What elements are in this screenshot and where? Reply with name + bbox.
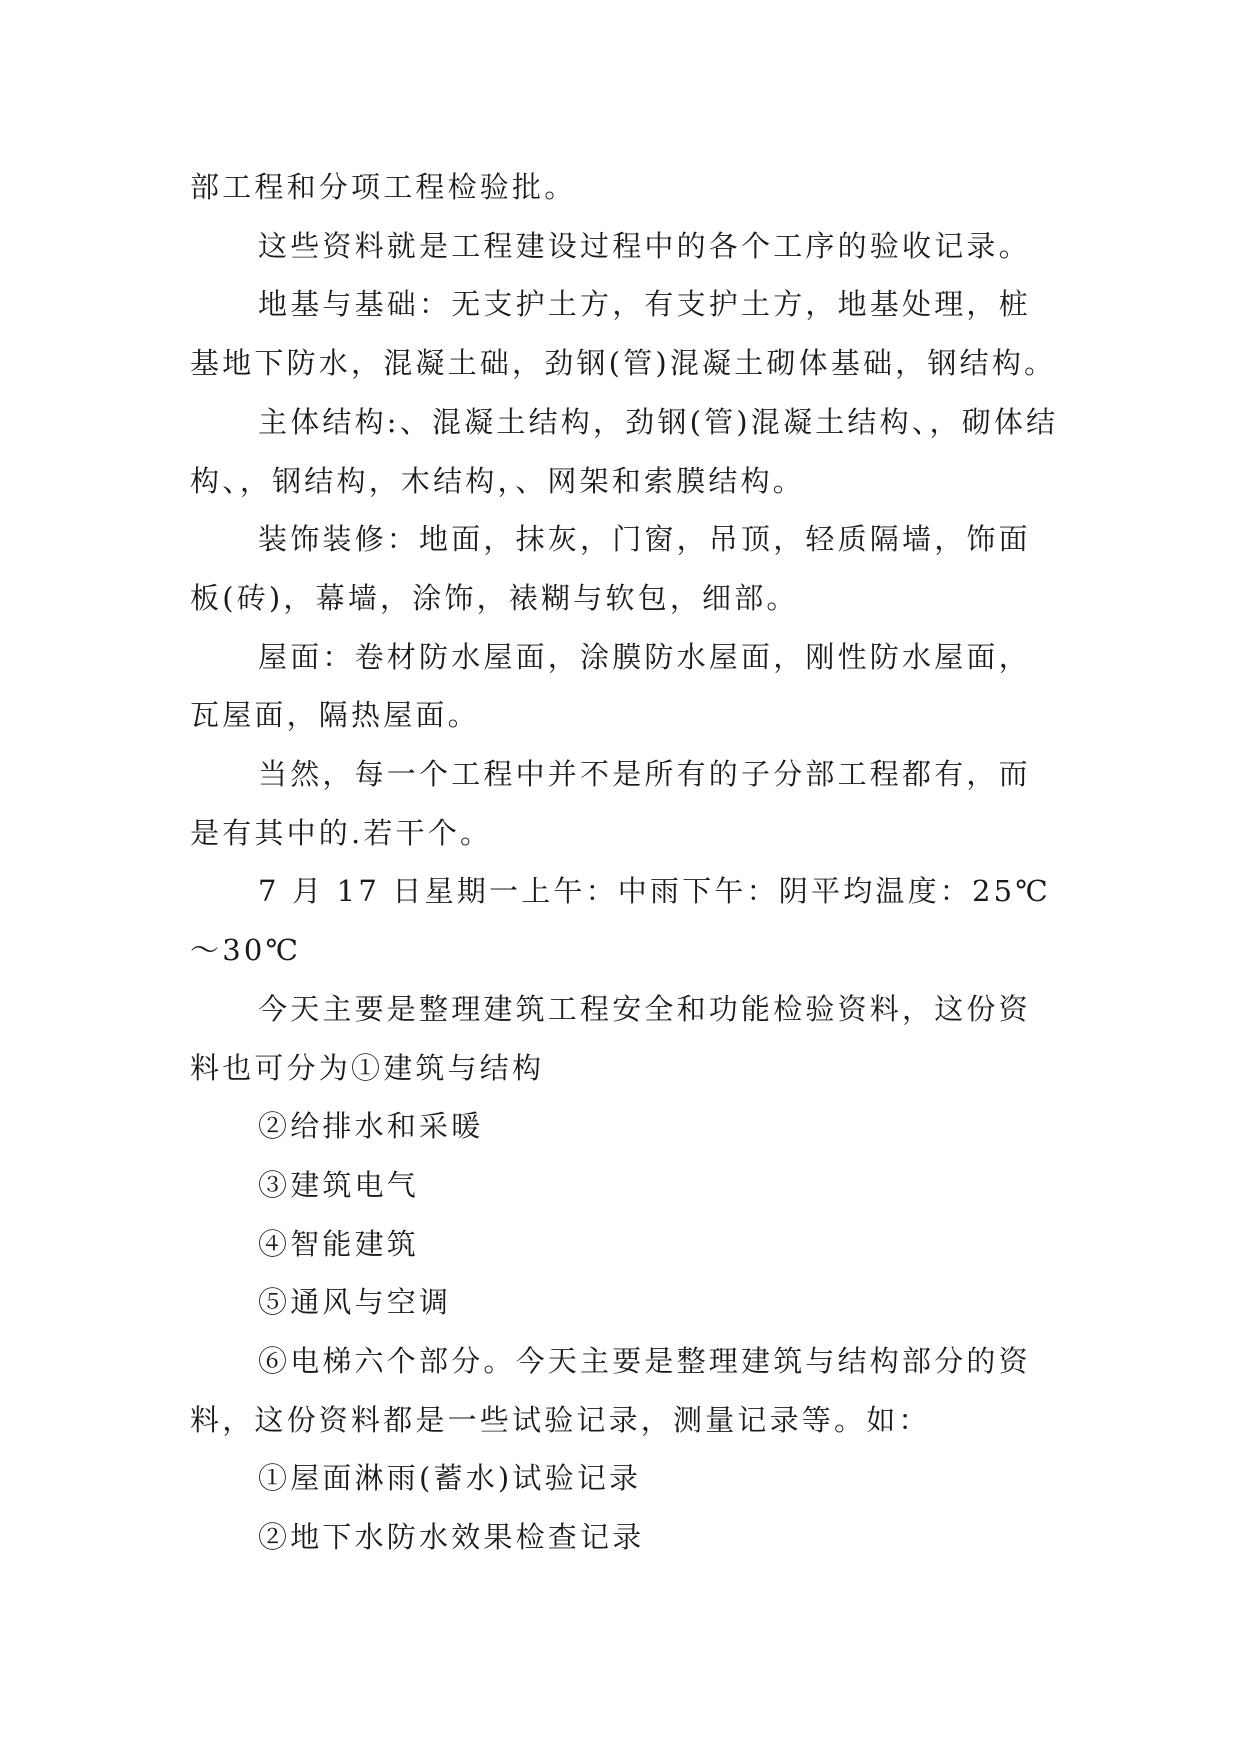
paragraph-safety-function-data: 今天主要是整理建筑工程安全和功能检验资料，这份资料也可分为①建筑与结构	[190, 991, 1031, 1085]
paragraph-subdivisions-note: 当然，每一个工程中并不是所有的子分部工程都有，而是有其中的.若干个。	[190, 757, 1031, 850]
list-item-ventilation-ac: ⑤通风与空调	[258, 1285, 452, 1320]
list-item-underground-waterproof: ②地下水防水效果检查记录	[258, 1520, 645, 1555]
paragraph-main-structure: 主体结构:、混凝土结构，劲钢(管)混凝土结构、，砌体结构、，钢结构，木结构，、网架和索膜结构。	[190, 404, 1059, 498]
list-item-roof-water-test: ①屋面淋雨(蓄水)试验记录	[258, 1461, 642, 1496]
document-body	[190, 158, 1060, 1567]
paragraph-records-summary: 这些资料就是工程建设过程中的各个工序的验收记录。	[258, 228, 1031, 263]
paragraph-diary-date-weather: 7 月 17 日星期一上午：中雨下午：阴平均温度：25℃～30℃	[190, 874, 1051, 968]
list-item-elevator: ⑥电梯六个部分。今天主要是整理建筑与结构部分的资料，这份资料都是一些试验记录，测量记录等。如：	[190, 1344, 1031, 1437]
paragraph-foundation: 地基与基础：无支护土方，有支护土方，地基处理，桩基地下防水，混凝土础，劲钢(管)混凝土砌体基础，钢结构。	[190, 287, 1057, 381]
paragraph-roofing: 屋面：卷材防水屋面，涂膜防水屋面，刚性防水屋面，瓦屋面，隔热屋面。	[190, 639, 1031, 733]
paragraph-continuation: 部工程和分项工程检验批。	[190, 170, 577, 204]
paragraph-decoration: 装饰装修：地面，抹灰，门窗，吊顶，轻质隔墙，饰面板(砖)，幕墙，涂饰，裱糊与软包，细部。	[190, 522, 1031, 615]
list-item-intelligent-building: ④智能建筑	[258, 1226, 420, 1261]
list-item-plumbing-heating: ②给排水和采暖	[258, 1109, 484, 1144]
list-item-electrical: ③建筑电气	[258, 1167, 420, 1202]
